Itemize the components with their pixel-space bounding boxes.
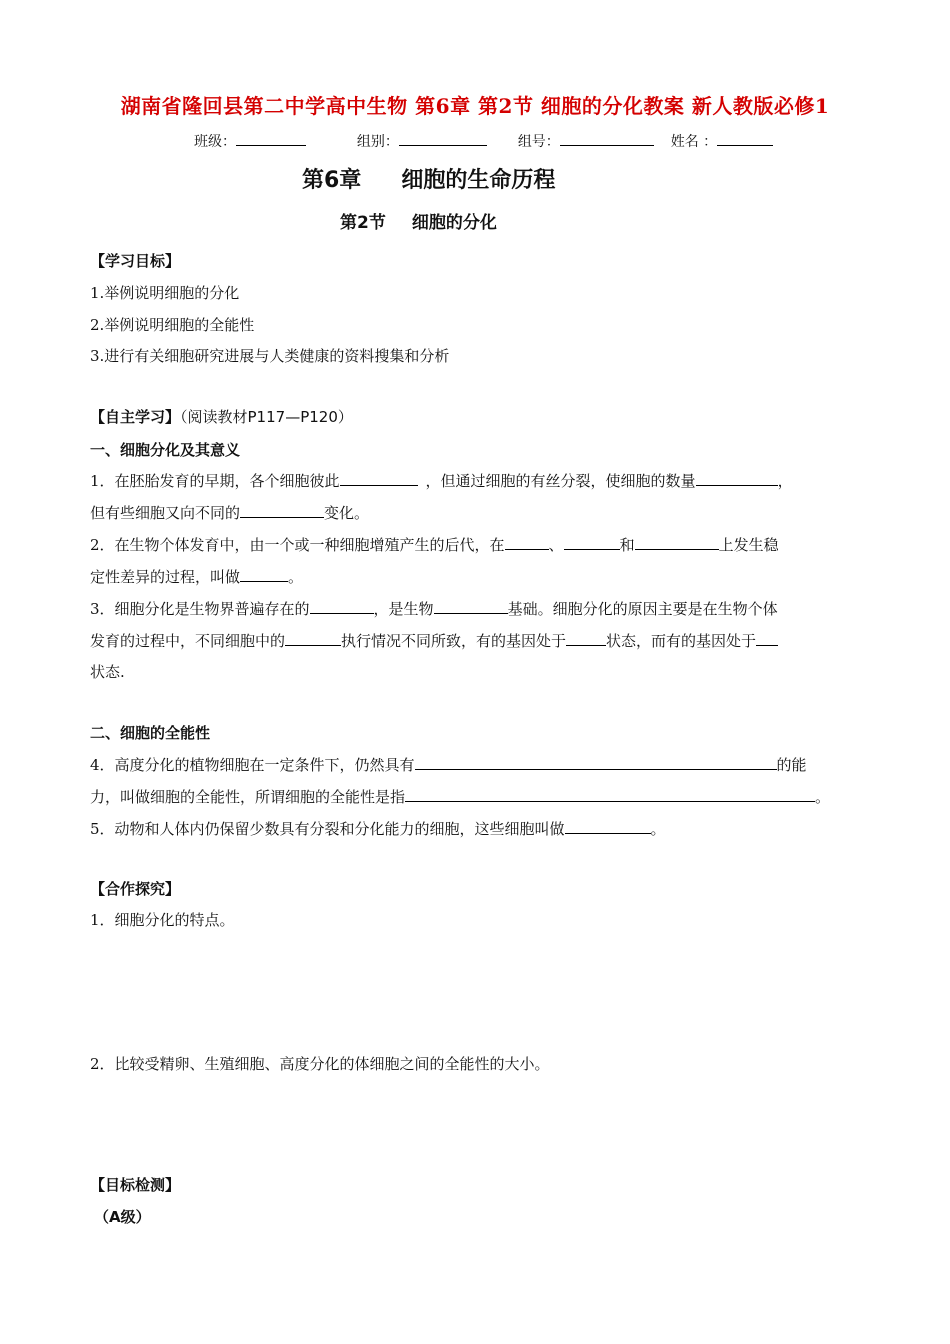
question-3-line2 bbox=[90, 630, 778, 651]
self-study-header bbox=[90, 406, 353, 427]
q5-text-a: 5．动物和人体内仍保留少数具有分裂和分化能力的细胞，这些细胞叫做 bbox=[90, 820, 565, 838]
question-3-line1 bbox=[90, 598, 778, 619]
chapter-number: 第6章 bbox=[302, 168, 362, 193]
coop-question-2: 2．比较受精卵、生殖细胞、高度分化的体细胞之间的全能性的大小。 bbox=[90, 1055, 550, 1073]
part1-title: 一、细胞分化及其意义 bbox=[90, 441, 241, 459]
q4-blank-2 bbox=[405, 786, 815, 802]
q3-text-e: 执行情况不同所致，有的基因处于 bbox=[341, 632, 567, 650]
section-number: 第2节 bbox=[340, 213, 386, 233]
q2-blank-4 bbox=[240, 566, 288, 582]
coop-question-1: 1．细胞分化的特点。 bbox=[90, 911, 235, 929]
q4-text-c: 力，叫做细胞的全能性，所谓细胞的全能性是指 bbox=[90, 788, 406, 806]
self-study-title: 【自主学习】 bbox=[90, 408, 181, 426]
document-title: 湖南省隆回县第二中学高中生物 第6章 第2节 细胞的分化教案 新人教版必修1 bbox=[120, 94, 830, 118]
q1-blank-2 bbox=[696, 470, 778, 486]
group-label: 组别： bbox=[356, 134, 399, 150]
goals-header: 【学习目标】 bbox=[90, 252, 181, 270]
q2-blank-2 bbox=[564, 534, 620, 550]
question-2-line2 bbox=[90, 566, 303, 587]
q2-text-d: 上发生稳 bbox=[718, 536, 779, 554]
student-info-row bbox=[194, 131, 773, 151]
q4-blank-1 bbox=[415, 754, 777, 770]
chapter-title: 细胞的生命历程 bbox=[401, 168, 556, 193]
q5-blank-1 bbox=[565, 818, 651, 834]
q1-blank-1 bbox=[340, 470, 418, 486]
q2-text-c: 和 bbox=[619, 536, 635, 554]
q3-blank-4 bbox=[566, 630, 606, 646]
goal-item: 1.举例说明细胞的分化 bbox=[90, 284, 240, 302]
q4-text-a: 4．高度分化的植物细胞在一定条件下，仍然具有 bbox=[90, 756, 415, 774]
group-no-label: 组号： bbox=[517, 134, 560, 150]
q2-text-f: 。 bbox=[288, 568, 304, 586]
goal-item: 3.进行有关细胞研究进展与人类健康的资料搜集和分析 bbox=[90, 347, 450, 365]
q4-text-b: 的能 bbox=[776, 756, 807, 774]
question-4-line1 bbox=[90, 754, 807, 775]
section-title: 细胞的分化 bbox=[411, 213, 497, 233]
question-1-line2 bbox=[90, 502, 369, 523]
name-blank bbox=[717, 131, 773, 146]
q5-text-b: 。 bbox=[650, 820, 666, 838]
question-1-line1 bbox=[90, 470, 793, 491]
class-label: 班级： bbox=[194, 134, 236, 150]
q2-text-e: 定性差异的过程，叫做 bbox=[90, 568, 241, 586]
question-2-line1 bbox=[90, 534, 779, 555]
coop-header: 【合作探究】 bbox=[90, 880, 181, 898]
q2-blank-3 bbox=[635, 534, 719, 550]
q2-text-b: 、 bbox=[548, 536, 564, 554]
question-5 bbox=[90, 818, 666, 839]
q3-text-a: 3．细胞分化是生物界普遍存在的 bbox=[90, 600, 310, 618]
chapter-heading bbox=[302, 163, 555, 194]
q3-text-b: ，是生物 bbox=[373, 600, 434, 618]
q2-text-a: 2．在生物个体发育中，由一个或一种细胞增殖产生的后代，在 bbox=[90, 536, 505, 554]
class-blank bbox=[236, 131, 306, 146]
group-no-blank bbox=[560, 131, 654, 146]
check-header: 【目标检测】 bbox=[90, 1176, 181, 1194]
q3-text-d: 发育的过程中，不同细胞中的 bbox=[90, 632, 286, 650]
q3-blank-1 bbox=[310, 598, 374, 614]
section-heading bbox=[340, 208, 497, 233]
q3-blank-5 bbox=[756, 630, 778, 646]
goal-item: 2.举例说明细胞的全能性 bbox=[90, 316, 255, 334]
part2-title: 二、细胞的全能性 bbox=[90, 724, 211, 742]
q1-text-b: ，但通过细胞的有丝分裂，使细胞的数量 bbox=[425, 472, 696, 490]
group-blank bbox=[399, 131, 487, 146]
q3-text-c: 基础。细胞分化的原因主要是在生物个体 bbox=[507, 600, 778, 618]
q1-text-d: 但有些细胞又向不同的 bbox=[90, 504, 241, 522]
q3-blank-3 bbox=[285, 630, 341, 646]
question-3-line3: 状态. bbox=[90, 663, 125, 681]
name-label: 姓名 ： bbox=[670, 134, 718, 150]
q4-text-d: 。 bbox=[815, 788, 831, 806]
q3-blank-2 bbox=[434, 598, 508, 614]
q1-blank-3 bbox=[240, 502, 324, 518]
q3-text-f: 状态，而有的基因处于 bbox=[606, 632, 757, 650]
question-4-line2 bbox=[90, 786, 830, 807]
q2-blank-1 bbox=[505, 534, 549, 550]
q1-text-e: 变化。 bbox=[324, 504, 370, 522]
q1-text-a: 1．在胚胎发育的早期，各个细胞彼此 bbox=[90, 472, 340, 490]
check-level: （A级） bbox=[94, 1208, 151, 1226]
q1-text-c: ， bbox=[777, 472, 793, 490]
self-study-note: （阅读教材P117—P120） bbox=[180, 408, 353, 426]
